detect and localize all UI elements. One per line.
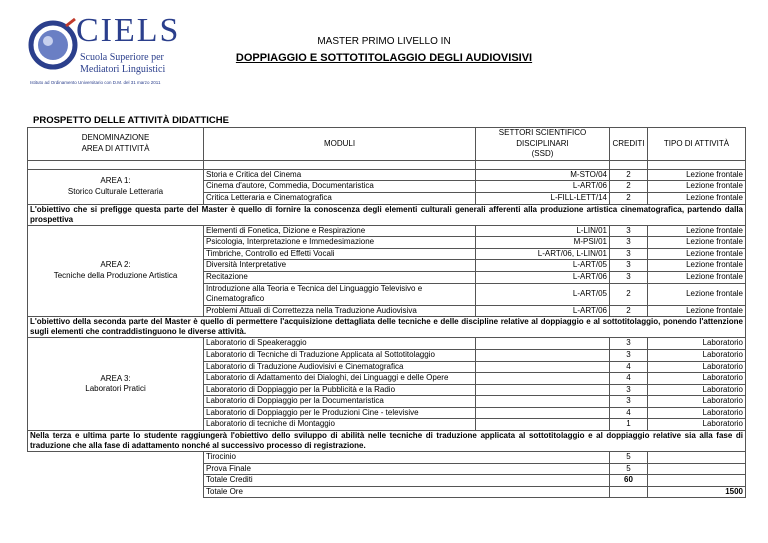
crediti-cell: 4 bbox=[610, 407, 648, 419]
tipo-cell: Lezione frontale bbox=[648, 181, 746, 193]
ciels-logo bbox=[28, 12, 181, 86]
modulo-cell: Critica Letteraria e Cinematografica bbox=[204, 192, 476, 204]
modulo-cell: Storia e Critica del Cinema bbox=[204, 169, 476, 181]
col-moduli-header: MODULI bbox=[204, 128, 476, 161]
tipo-cell: Lezione frontale bbox=[648, 283, 746, 305]
tipo-cell: Lezione frontale bbox=[648, 260, 746, 272]
ssd-cell bbox=[476, 361, 610, 373]
area-note: Nella terza e ultima parte lo studente raggiungerà l'obiettivo dello sviluppo di abilità nelle tecniche di traduzione applicata al sottotitolaggio e al doppiaggio relative sia alla fase di traduzione che alla fase di adattamento nonché al successivo processo di registrazione. bbox=[28, 431, 746, 452]
crediti-cell: 4 bbox=[610, 373, 648, 385]
totals-label: Prova Finale bbox=[204, 463, 610, 475]
area-title: Laboratori Pratici bbox=[85, 384, 146, 394]
ssd-cell bbox=[476, 419, 610, 431]
page-title: DOPPIAGGIO E SOTTOTITOLAGGIO DEGLI AUDIOVISIVI bbox=[235, 52, 533, 64]
modulo-cell: Laboratorio di Speakeraggio bbox=[204, 338, 476, 350]
area-name-cell bbox=[28, 338, 204, 431]
totals-row bbox=[28, 463, 746, 475]
table-spacer-row bbox=[28, 160, 746, 169]
totals-row bbox=[28, 475, 746, 487]
tipo-cell: Lezione frontale bbox=[648, 271, 746, 283]
crediti-cell: 3 bbox=[610, 271, 648, 283]
totals-blank-cell bbox=[28, 486, 204, 498]
ssd-cell bbox=[476, 384, 610, 396]
modulo-cell: Cinema d'autore, Commedia, Documentaristica bbox=[204, 181, 476, 193]
master-label: MASTER PRIMO LIVELLO IN bbox=[317, 36, 451, 47]
crediti-cell: 2 bbox=[610, 169, 648, 181]
crediti-cell: 3 bbox=[610, 225, 648, 237]
area-note: L'obiettivo che si prefigge questa parte del Master è quello di fornire la conoscenza degli elementi culturali generali afferenti alla produzione artistica cinematografica, partendo dalla prospettiva bbox=[28, 204, 746, 225]
col-area-header: DENOMINAZIONE AREA DI ATTIVITÀ bbox=[28, 128, 204, 161]
modulo-cell: Elementi di Fonetica, Dizione e Respirazione bbox=[204, 225, 476, 237]
modulo-cell: Laboratorio di Traduzione Audiovisivi e Cinematografica bbox=[204, 361, 476, 373]
tipo-cell: Lezione frontale bbox=[648, 305, 746, 317]
ssd-cell: L-ART/06 bbox=[476, 181, 610, 193]
area-name-cell bbox=[28, 225, 204, 317]
ssd-cell bbox=[476, 407, 610, 419]
ssd-cell: L-FILL-LETT/14 bbox=[476, 192, 610, 204]
area-number: AREA 3: bbox=[100, 373, 131, 383]
table-row bbox=[28, 338, 746, 350]
ssd-cell: L-LIN/01 bbox=[476, 225, 610, 237]
table-row bbox=[28, 169, 746, 181]
modulo-cell: Psicologia, Interpretazione e Immedesimazione bbox=[204, 237, 476, 249]
col-tipo-header: TIPO DI ATTIVITÀ bbox=[648, 128, 746, 161]
area-number: AREA 2: bbox=[100, 260, 131, 270]
totals-crediti bbox=[610, 486, 648, 498]
area-note-row bbox=[28, 204, 746, 225]
tipo-cell: Lezione frontale bbox=[648, 237, 746, 249]
totals-crediti: 60 bbox=[610, 475, 648, 487]
crediti-cell: 3 bbox=[610, 349, 648, 361]
totals-label: Tirocinio bbox=[204, 452, 610, 464]
area-number: AREA 1: bbox=[100, 176, 131, 186]
modulo-cell: Timbriche, Controllo ed Effetti Vocali bbox=[204, 248, 476, 260]
logo-fine-print: Istituto ad Ordinamento Universitario con D.M. del 31 marzo 2011 bbox=[30, 80, 161, 85]
totals-label: Totale Ore bbox=[204, 486, 610, 498]
totals-blank-cell bbox=[28, 475, 204, 487]
area-note-row bbox=[28, 431, 746, 452]
totals-row bbox=[28, 486, 746, 498]
area-note-row bbox=[28, 317, 746, 338]
modulo-cell: Introduzione alla Teoria e Tecnica del Linguaggio Televisivo e Cinematografico bbox=[204, 283, 476, 305]
crediti-cell: 3 bbox=[610, 237, 648, 249]
tipo-cell: Laboratorio bbox=[648, 373, 746, 385]
modulo-cell: Laboratorio di tecniche di Montaggio bbox=[204, 419, 476, 431]
modulo-cell: Laboratorio di Doppiaggio per la Pubblicità e la Radio bbox=[204, 384, 476, 396]
crediti-cell: 2 bbox=[610, 181, 648, 193]
ssd-cell: L-ART/05 bbox=[476, 283, 610, 305]
tipo-cell: Lezione frontale bbox=[648, 192, 746, 204]
totals-label: Totale Crediti bbox=[204, 475, 610, 487]
col-ssd-header: SETTORI SCIENTIFICO DISCIPLINARI (SSD) bbox=[476, 128, 610, 161]
crediti-cell: 3 bbox=[610, 384, 648, 396]
totals-blank-cell bbox=[28, 463, 204, 475]
tipo-cell: Laboratorio bbox=[648, 419, 746, 431]
crediti-cell: 1 bbox=[610, 419, 648, 431]
totals-crediti: 5 bbox=[610, 463, 648, 475]
ssd-cell bbox=[476, 373, 610, 385]
tipo-cell: Laboratorio bbox=[648, 361, 746, 373]
activities-table bbox=[27, 127, 746, 498]
ssd-cell: L-ART/06 bbox=[476, 305, 610, 317]
crediti-cell: 3 bbox=[610, 396, 648, 408]
ssd-cell bbox=[476, 349, 610, 361]
modulo-cell: Laboratorio di Adattamento dei Dialoghi, dei Linguaggi e delle Opere bbox=[204, 373, 476, 385]
area-name-cell bbox=[28, 169, 204, 204]
totals-crediti: 5 bbox=[610, 452, 648, 464]
tipo-cell: Laboratorio bbox=[648, 396, 746, 408]
tipo-cell: Laboratorio bbox=[648, 338, 746, 350]
logo-line1: Scuola Superiore per bbox=[80, 52, 164, 63]
ssd-cell: M-STO/04 bbox=[476, 169, 610, 181]
crediti-cell: 2 bbox=[610, 305, 648, 317]
totals-tipo: 1500 bbox=[648, 486, 746, 498]
logo-line2: Mediatori Linguistici bbox=[80, 64, 166, 75]
tipo-cell: Laboratorio bbox=[648, 407, 746, 419]
totals-row bbox=[28, 452, 746, 464]
crediti-cell: 3 bbox=[610, 338, 648, 350]
ssd-cell bbox=[476, 338, 610, 350]
modulo-cell: Problemi Attuali di Correttezza nella Traduzione Audiovisiva bbox=[204, 305, 476, 317]
totals-tipo bbox=[648, 463, 746, 475]
area-title: Tecniche della Produzione Artistica bbox=[53, 270, 178, 280]
tipo-cell: Laboratorio bbox=[648, 384, 746, 396]
totals-tipo bbox=[648, 475, 746, 487]
logo-name: CIELS bbox=[76, 12, 181, 49]
ssd-cell: L-ART/06, L-LIN/01 bbox=[476, 248, 610, 260]
table-header-row bbox=[28, 128, 746, 161]
crediti-cell: 2 bbox=[610, 192, 648, 204]
ssd-cell: L-ART/05 bbox=[476, 260, 610, 272]
crediti-cell: 3 bbox=[610, 248, 648, 260]
ssd-cell: L-ART/06 bbox=[476, 271, 610, 283]
tipo-cell: Laboratorio bbox=[648, 349, 746, 361]
section-title: PROSPETTO DELLE ATTIVITÀ DIDATTICHE bbox=[33, 115, 229, 126]
ssd-cell bbox=[476, 396, 610, 408]
totals-blank-cell bbox=[28, 452, 204, 464]
totals-tipo bbox=[648, 452, 746, 464]
modulo-cell: Laboratorio di Doppiaggio per le Produzioni Cine - televisive bbox=[204, 407, 476, 419]
crediti-cell: 3 bbox=[610, 260, 648, 272]
modulo-cell: Diversità Interpretative bbox=[204, 260, 476, 272]
area-title: Storico Culturale Letteraria bbox=[67, 186, 164, 196]
area-note: L'obiettivo della seconda parte del Master è quello di permettere l'acquisizione dettagliata delle tecniche e delle discipline relative al doppiaggio e al sottotitolaggio, ponendo l'attenzione sugli elementi che contraddistinguono le diverse attività. bbox=[28, 317, 746, 338]
tipo-cell: Lezione frontale bbox=[648, 225, 746, 237]
crediti-cell: 4 bbox=[610, 361, 648, 373]
ssd-cell: M-PSI/01 bbox=[476, 237, 610, 249]
tipo-cell: Lezione frontale bbox=[648, 169, 746, 181]
modulo-cell: Recitazione bbox=[204, 271, 476, 283]
col-crediti-header: CREDITI bbox=[610, 128, 648, 161]
table-row bbox=[28, 225, 746, 237]
modulo-cell: Laboratorio di Tecniche di Traduzione Applicata al Sottotitolaggio bbox=[204, 349, 476, 361]
crediti-cell: 2 bbox=[610, 283, 648, 305]
tipo-cell: Lezione frontale bbox=[648, 248, 746, 260]
modulo-cell: Laboratorio di Doppiaggio per la Documentaristica bbox=[204, 396, 476, 408]
